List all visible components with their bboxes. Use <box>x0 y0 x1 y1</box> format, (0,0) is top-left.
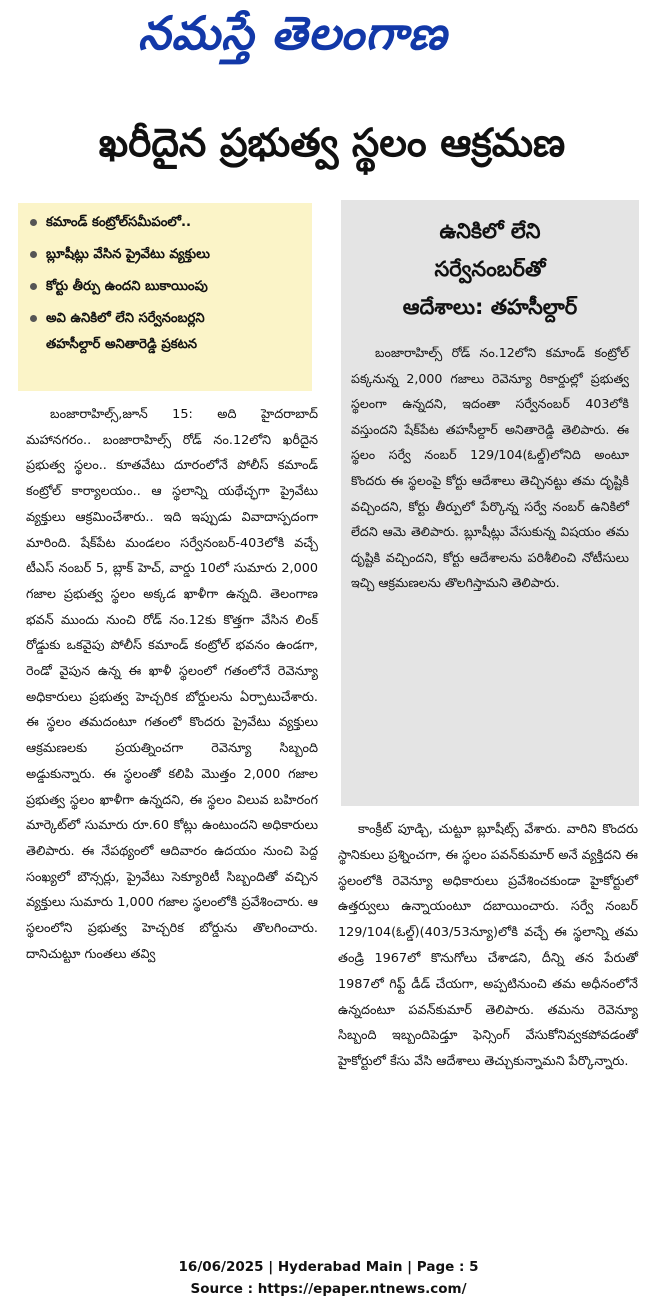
bullet-icon <box>30 219 37 226</box>
headline: ఖరీదైన ప్రభుత్వ స్థలం ఆక్రమణ <box>98 121 566 166</box>
highlights-box <box>18 203 312 391</box>
edition-info: 16/06/2025 | Hyderabad Main | Page : 5 <box>178 1259 479 1275</box>
bullet-icon <box>30 315 37 322</box>
highlight-item: అవి ఉనికిలో లేని సర్వేనంబర్లని <box>30 309 306 329</box>
article-column-right: కాంక్రీట్ పూడ్చి, చుట్టూ బ్లూషీట్స్ వేశారు. వారిని కొందరు స్థానికులు ప్రశ్నించగా, ఈ స్థలం పవన్‌కుమార్ అనే వ్యక్తిదని ఈ స్థలంలోకి రెవెన్యూ అధికారులు ప్రవేశించకుండా హైకోర్టులో ఉత్తర్వులు ఉన్నాయంటూ దబాయించారు. సర్వే నంబర్ 129/104(ఓల్డ్)(403/53న్యూ)లోకి వచ్చే ఈ స్థలాన్ని తమ తండ్రి 1967లో కొనుగోలు చేశాడని, దీన్ని తన పేరుతో 1987లో గిఫ్ట్ డీడ్ చేయగా, అప్పటినుంచి తమ అధీనంలోనే ఉన్నదంటూ పవన్‌కుమార్ తెలిపారు. తమను రెవెన్యూ సిబ్బంది ఇబ్బందిపెడ్తూ ఫెన్సింగ్ వేసుకోనివ్వకపోవడంతో హైకోర్టులో కేసు వేసి ఆదేశాలు తెచ్చుకున్నామని పేర్కొన్నారు. <box>338 822 638 1070</box>
highlight-item: బ్లూషీట్లు వేసిన ప్రైవేటు వ్యక్తులు <box>30 245 306 265</box>
sidebar-heading: ఉనికిలో లేని సర్వేనంబర్‌తో ఆదేశాలు: తహసీల్దార్ <box>402 219 578 319</box>
masthead <box>0 0 657 100</box>
bullet-icon <box>30 283 37 290</box>
article-column-left: బంజారాహిల్స్,జూన్ 15: అది హైదరాబాద్ మహానగరం.. బంజారాహిల్స్ రోడ్ నం.12లోని ఖరీదైన ప్రభుత్వ స్థలం.. కూతవేటు దూరంలోనే పోలీస్ కమాండ్ కంట్రోల్ కార్యాలయం.. ఆ స్థలాన్ని యథేచ్ఛగా ప్రైవేటు వ్యక్తులు ఆక్రమించేశారు.. ఇది ఇప్పుడు వివాదాస్పదంగా మారింది. షేక్‌పేట మండలం సర్వేనంబర్-403లోకి వచ్చే టీఎస్ నంబర్ 5, బ్లాక్ హెచ్, వార్డు 10లో సుమారు 2,000 గజాల ప్రభుత్వ స్థలం అక్కడ ఖాళీగా ఉన్నది. తెలంగాణ భవన్ ముందు నుంచి రోడ్ నం.12కు కొత్తగా వేసిన లింక్ రోడ్డుకు ఒకవైపు పోలీస్ కమాండ్ కంట్రోల్ భవనం ఉండగా, రెండో వైపున ఉన్న ఈ ఖాళీ స్థలంలో గతంలోనే రెవెన్యూ అధికారులు ప్రభుత్వ హెచ్చరిక బోర్డులను ఏర్పాటుచేశారు. ఈ స్థలం తమదంటూ గతంలో కొందరు ప్రైవేటు వ్యక్తులు ఆక్రమణలకు ప్రయత్నించగా రెవెన్యూ సిబ్బంది అడ్డుకున్నారు. ఈ స్థలంతో కలిపి మొత్తం 2,000 గజాల ప్రభుత్వ స్థలం ఖాళీగా ఉన్నదని, ఈ స్థలం విలువ బహిరంగ మార్కెట్‌లో సుమారు రూ.60 కోట్లు ఉంటుందని అధికారులు తెలిపారు. ఈ నేపథ్యంలో ఆదివారం ఉదయం నుంచి పెద్ద సంఖ్యలో బౌన్సర్లు, ప్రైవేటు సెక్యూరిటీ సిబ్బందితో వచ్చిన వ్యక్తులు సుమారు 1,000 గజాల స్థలంలోకి ప్రవేశించారు. ఆ స్థలంలోని ప్రభుత్వ హెచ్చరిక బోర్డును తొలగించారు. దానిచుట్టూ గుంతలు తవ్వి <box>26 407 318 962</box>
newspaper-logo: నమస్తే తెలంగాణ <box>138 6 448 60</box>
source-info: Source : https://epaper.ntnews.com/ <box>190 1281 467 1297</box>
highlight-item: కోర్టు తీర్పు ఉందని బుకాయింపు <box>30 277 306 297</box>
highlight-item: కమాండ్ కంట్రోల్‌సమీపంలో.. <box>30 213 306 233</box>
sidebar-body: బంజారాహిల్స్ రోడ్ నం.12లోని కమాండ్ కంట్రోల్ పక్కనున్న 2,000 గజాలు రెవెన్యూ రికార్డుల్లో ప్రభుత్వ స్థలంగా ఉన్నదని, ఇదంతా సర్వేనంబర్ 403లోకి వస్తుందని షేక్‌పేట తహసీల్దార్ అనితారెడ్డి తెలిపారు. ఈ స్థలం సర్వే నంబర్ 129/104(ఓల్డ్)లోనిది అంటూ కొందరు ఈ స్థలంపై కోర్టు ఆదేశాలు తెచ్చినట్టు తమ దృష్టికి వచ్చిందని, కోర్టు తీర్పులో పేర్కొన్న సర్వే నంబర్ ఉనికిలో లేదని ఆమె తెలిపారు. బ్లూషీట్లు వేసుకున్న విషయం తమ దృష్టికి వచ్చిందని, కోర్టు ఆదేశాలను పరిశీలించి నోటీసులు ఇచ్చి ఆక్రమణలను తొలగిస్తామని తెలిపారు. <box>351 345 629 591</box>
page-footer <box>0 1256 657 1300</box>
bullet-icon <box>30 251 37 258</box>
highlight-item-continuation: తహసీల్దార్ అనితారెడ్డి ప్రకటన <box>46 337 198 352</box>
sidebar-box <box>341 200 639 806</box>
